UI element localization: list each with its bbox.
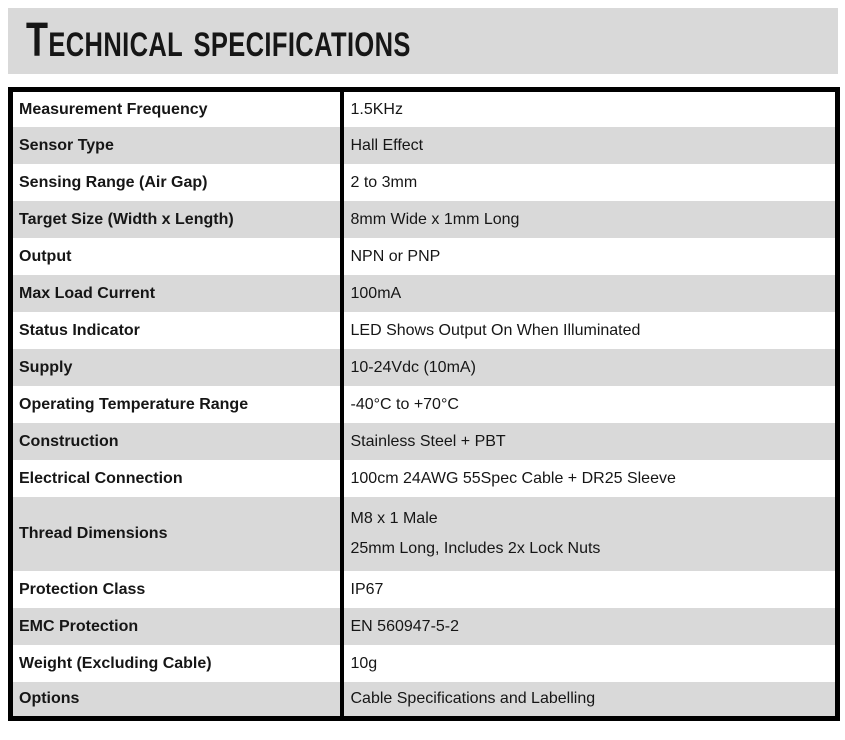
spec-label: Thread Dimensions (19, 525, 168, 542)
spec-value-line: 25mm Long, Includes 2x Lock Nuts (350, 539, 601, 557)
table-row (11, 682, 838, 719)
spec-value: LED Shows Output On When Illuminated (342, 312, 838, 349)
table-row (11, 127, 838, 164)
spec-value: -40°C to +70°C (342, 386, 838, 423)
table-row (11, 349, 838, 386)
header-banner (8, 8, 838, 74)
table-row (11, 275, 838, 312)
spec-label: Options (19, 690, 80, 708)
table-row (11, 90, 838, 127)
table-row (11, 201, 838, 238)
spec-label: Status Indicator (19, 321, 140, 339)
spec-label: Sensing Range (Air Gap) (19, 173, 208, 191)
spec-label: Max Load Current (19, 284, 156, 302)
spec-label: Protection Class (19, 580, 146, 598)
spec-value: 8mm Wide x 1mm Long (342, 201, 838, 238)
spec-value: 10-24Vdc (10mA) (342, 349, 838, 386)
spec-label: Weight (Excluding Cable) (19, 654, 212, 672)
specs-table-body (11, 90, 838, 719)
spec-label: Supply (19, 358, 73, 376)
table-row (11, 238, 838, 275)
table-row (11, 571, 838, 608)
spec-value-line: M8 x 1 Male (350, 509, 438, 527)
spec-value: NPN or PNP (342, 238, 838, 275)
table-row (11, 608, 838, 645)
spec-value: IP67 (342, 571, 838, 608)
table-row (11, 423, 838, 460)
spec-value: 1.5KHz (342, 90, 838, 127)
spec-label: Construction (19, 432, 119, 450)
table-row (11, 312, 838, 349)
spec-value: 100mA (342, 275, 838, 312)
spec-value: EN 560947-5-2 (342, 608, 838, 645)
spec-label: Output (19, 247, 72, 265)
specs-table (8, 87, 840, 721)
spec-value: 100cm 24AWG 55Spec Cable + DR25 Sleeve (342, 460, 838, 497)
spec-value (342, 497, 838, 571)
table-row (11, 164, 838, 201)
spec-label: Measurement Frequency (19, 100, 208, 118)
spec-label: Operating Temperature Range (19, 395, 249, 413)
spec-value: Cable Specifications and Labelling (342, 682, 838, 719)
spec-value: Hall Effect (342, 127, 838, 164)
spec-value: 10g (342, 645, 838, 682)
table-row (11, 497, 838, 571)
table-row (11, 645, 838, 682)
spec-label: Target Size (Width x Length) (19, 210, 234, 228)
spec-value: Stainless Steel + PBT (342, 423, 838, 460)
spec-label: Sensor Type (19, 136, 114, 154)
page-title: Technical specifications (26, 14, 411, 67)
spec-label: Electrical Connection (19, 469, 183, 487)
table-row (11, 386, 838, 423)
spec-label: EMC Protection (19, 617, 139, 635)
table-row (11, 460, 838, 497)
spec-value: 2 to 3mm (342, 164, 838, 201)
